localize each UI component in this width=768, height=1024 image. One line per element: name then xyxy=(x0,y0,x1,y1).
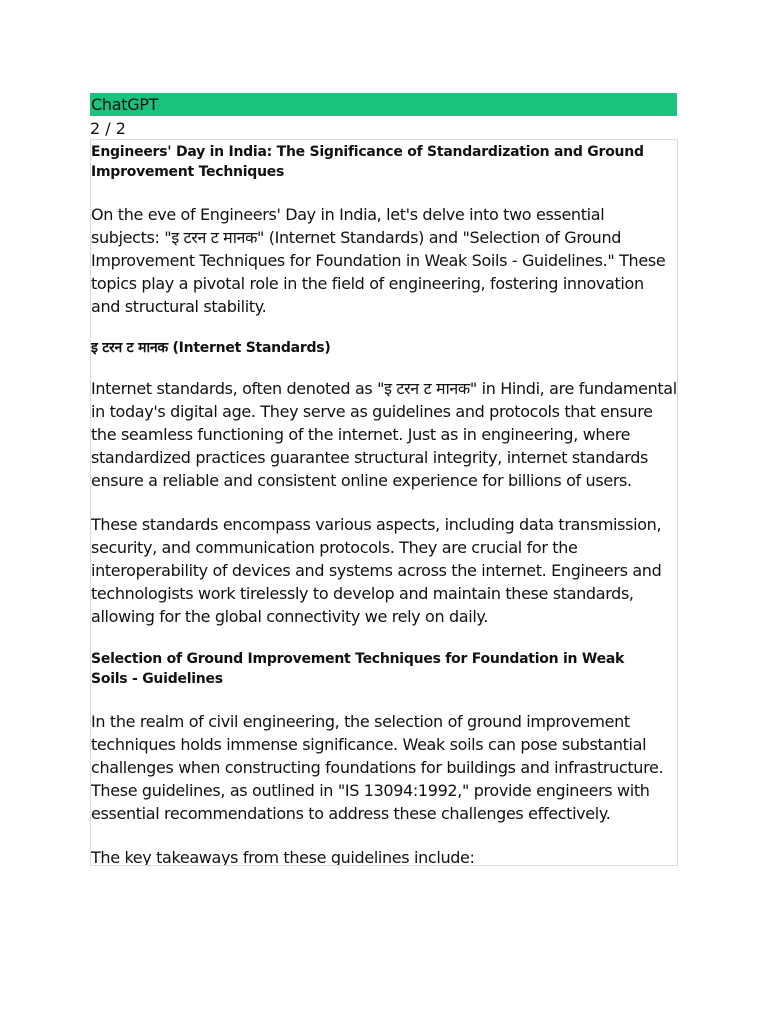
section-heading-internet-standards: इ टरन ट मानक (Internet Standards) xyxy=(91,340,331,356)
response-content xyxy=(90,139,678,866)
intro-paragraph: On the eve of Engineers' Day in India, let's delve into two essential subjects: "इ टरन ट मानक" (Internet Standards) and "Selection of Ground Improvement Techniques for Foundation in Weak Soils - Guidelines." These topics play a pivotal role in the field of engineering, fostering innovation and structural stability. xyxy=(91,205,666,316)
internet-standards-paragraph-2: These standards encompass various aspects, including data transmission, security, and communication protocols. They are crucial for the interoperability of devices and systems across the internet. Engineers and technologists work tirelessly to develop and maintain these standards, allowing for the global connectivity we rely on daily. xyxy=(91,515,662,626)
article-title: Engineers' Day in India: The Significance of Standardization and Ground Improvement Techniques xyxy=(91,144,644,180)
chat-source-header: ChatGPT xyxy=(90,93,677,116)
ground-improvement-paragraph-1: In the realm of civil engineering, the selection of ground improvement techniques holds immense significance. Weak soils can pose substantial challenges when constructing foundations for buildings and infrastructure. These guidelines, as outlined in "IS 13094:1992," provide engineers with essential recommendations to address these challenges effectively. xyxy=(91,712,664,823)
section-heading-ground-improvement: Selection of Ground Improvement Techniques for Foundation in Weak Soils - Guidelines xyxy=(91,651,625,687)
response-counter: 2 / 2 xyxy=(90,119,126,138)
internet-standards-paragraph-1: Internet standards, often denoted as "इ टरन ट मानक" in Hindi, are fundamental in today's digital age. They serve as guidelines and protocols that ensure the seamless functioning of the internet. Just as in engineering, where standardized practices guarantee structural integrity, internet standards ensure a reliable and consistent online experience for billions of users. xyxy=(91,379,677,490)
key-takeaways-intro: The key takeaways from these guidelines include: xyxy=(91,848,475,866)
